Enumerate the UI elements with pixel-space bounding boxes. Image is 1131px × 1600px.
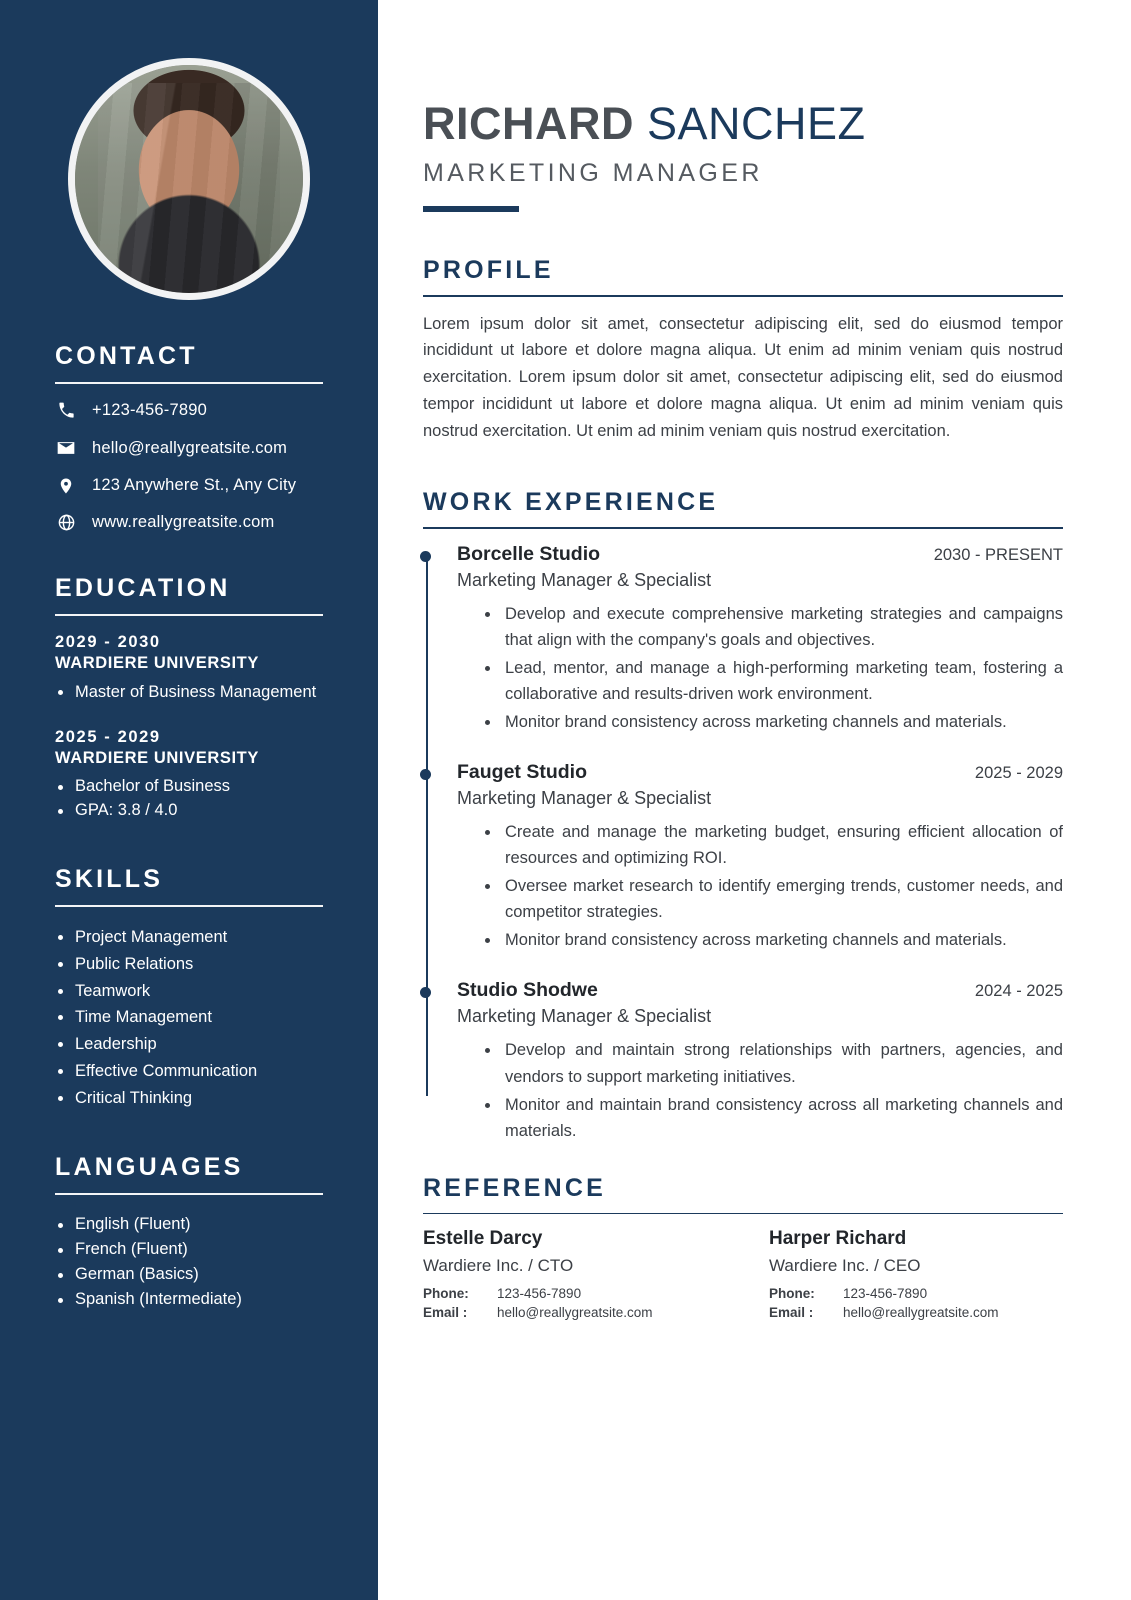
experience-timeline xyxy=(423,543,1063,1144)
globe-icon xyxy=(55,513,77,532)
list-item: Monitor and maintain brand consistency across all marketing channels and materials. xyxy=(481,1092,1063,1144)
timeline-line xyxy=(426,557,428,1096)
contact-phone-value: +123-456-7890 xyxy=(92,401,207,419)
email-value: hello@reallygreatsite.com xyxy=(497,1305,653,1321)
sidebar xyxy=(0,0,378,1600)
languages-list xyxy=(55,1212,323,1311)
profile-section xyxy=(423,256,1063,444)
first-name: RICHARD xyxy=(423,98,634,149)
phone-value: 123-456-7890 xyxy=(497,1286,582,1302)
contact-website[interactable] xyxy=(55,513,323,532)
languages-section xyxy=(55,1153,323,1311)
reference-heading: REFERENCE xyxy=(423,1173,606,1202)
contact-email[interactable] xyxy=(55,438,323,458)
email-label: Email : xyxy=(423,1305,468,1321)
education-school: WARDIERE UNIVERSITY xyxy=(55,748,259,767)
list-item: Create and manage the marketing budget, ensuring efficient allocation of resources and optimizing ROI. xyxy=(481,819,1063,871)
timeline-dot-icon xyxy=(420,769,431,780)
skills-list xyxy=(55,924,323,1111)
job-dates: 2030 - PRESENT xyxy=(933,545,1063,564)
list-item: Leadership xyxy=(55,1031,323,1058)
list-item: French (Fluent) xyxy=(55,1237,323,1262)
profile-divider xyxy=(423,295,1063,297)
list-item: English (Fluent) xyxy=(55,1212,323,1237)
list-item: Effective Communication xyxy=(55,1058,323,1085)
list-item: Monitor brand consistency across marketing channels and materials. xyxy=(481,709,1063,735)
reference-name: Estelle Darcy xyxy=(423,1228,543,1250)
list-item: Time Management xyxy=(55,1004,323,1031)
reference-role: Wardiere Inc. / CTO xyxy=(423,1256,574,1276)
education-years: 2025 - 2029 xyxy=(55,727,161,746)
job-title: Marketing Manager & Specialist xyxy=(457,569,712,590)
company-name: Borcelle Studio xyxy=(457,542,601,565)
contact-address[interactable] xyxy=(55,476,323,495)
avatar xyxy=(68,58,310,300)
experience-heading: WORK EXPERIENCE xyxy=(423,488,719,517)
profile-text: Lorem ipsum dolor sit amet, consectetur adipiscing elit, sed do eiusmod tempor incididunt ut labore et dolore magna aliqua. Ut enim ad minim veniam quis nostrud exercitation. Lorem ipsum dolor sit amet, consectetur adipiscing elit, sed do eiusmod tempor incididunt ut labore et dolore magna aliqua. Ut enim ad minim veniam quis nostrud exercitation. Ut enim ad minim veniam quis nostrud exercitation. xyxy=(423,314,1063,440)
reference-phone xyxy=(423,1286,717,1301)
education-divider xyxy=(55,614,323,616)
reference-name: Harper Richard xyxy=(769,1228,907,1250)
job-title: Marketing Manager & Specialist xyxy=(457,1006,712,1027)
list-item: Develop and maintain strong relationships with partners, agencies, and vendors to support marketing initiatives. xyxy=(481,1037,1063,1089)
email-value: hello@reallygreatsite.com xyxy=(843,1305,999,1321)
profile-photo xyxy=(75,65,303,293)
company-name: Fauget Studio xyxy=(457,761,587,784)
list-item: Bachelor of Business xyxy=(55,774,323,799)
last-name: SANCHEZ xyxy=(647,98,866,149)
header xyxy=(423,100,1063,212)
languages-divider xyxy=(55,1193,323,1195)
job-role: MARKETING MANAGER xyxy=(423,159,763,188)
job-bullets xyxy=(457,819,1063,953)
skills-heading: SKILLS xyxy=(55,865,164,894)
phone-value: 123-456-7890 xyxy=(843,1286,928,1302)
contact-address-value: 123 Anywhere St., Any City xyxy=(92,476,297,494)
list-item: Spanish (Intermediate) xyxy=(55,1287,323,1312)
reference-section xyxy=(423,1174,1063,1325)
reference-card xyxy=(423,1228,717,1324)
experience-item xyxy=(457,979,1063,1143)
contact-heading: CONTACT xyxy=(55,342,198,370)
experience-item xyxy=(457,543,1063,735)
education-details xyxy=(55,679,323,706)
education-details xyxy=(55,774,323,824)
list-item: GPA: 3.8 / 4.0 xyxy=(55,798,323,823)
timeline-dot-icon xyxy=(420,987,431,998)
phone-label: Phone: xyxy=(769,1286,815,1302)
skills-section xyxy=(55,865,323,1111)
list-item: Monitor brand consistency across marketing channels and materials. xyxy=(481,927,1063,953)
education-heading: EDUCATION xyxy=(55,574,231,602)
timeline-dot-icon xyxy=(420,551,431,562)
job-dates: 2024 - 2025 xyxy=(974,982,1063,1001)
location-pin-icon xyxy=(55,477,77,495)
list-item: Teamwork xyxy=(55,978,323,1005)
list-item: Project Management xyxy=(55,924,323,951)
job-title: Marketing Manager & Specialist xyxy=(457,788,712,809)
reference-card xyxy=(769,1228,1063,1324)
skills-divider xyxy=(55,905,323,907)
contact-section xyxy=(55,342,323,532)
list-item: Lead, mentor, and manage a high-performing marketing team, fostering a collaborative and results-driven work environment. xyxy=(481,655,1063,707)
contact-phone[interactable] xyxy=(55,401,323,420)
reference-role: Wardiere Inc. / CEO xyxy=(769,1256,921,1276)
reference-divider xyxy=(423,1213,1063,1215)
phone-icon xyxy=(55,401,77,420)
profile-heading: PROFILE xyxy=(423,256,554,285)
job-dates: 2025 - 2029 xyxy=(974,764,1063,783)
page-title xyxy=(423,100,1063,147)
education-section xyxy=(55,574,323,823)
education-entry xyxy=(55,633,323,706)
experience-divider xyxy=(423,527,1063,529)
reference-email xyxy=(769,1305,1063,1320)
list-item: Master of Business Management xyxy=(55,679,323,706)
job-bullets xyxy=(457,601,1063,735)
contact-website-value: www.reallygreatsite.com xyxy=(92,513,275,531)
envelope-icon xyxy=(55,438,77,458)
experience-section xyxy=(423,488,1063,1143)
list-item: Develop and execute comprehensive marketing strategies and campaigns that align with the company's goals and objectives. xyxy=(481,601,1063,653)
list-item: German (Basics) xyxy=(55,1262,323,1287)
languages-heading: LANGUAGES xyxy=(55,1153,244,1182)
education-entry xyxy=(55,728,323,824)
email-label: Email : xyxy=(769,1305,814,1321)
reference-phone xyxy=(769,1286,1063,1301)
list-item: Oversee market research to identify emerging trends, customer needs, and competitor strategies. xyxy=(481,873,1063,925)
header-accent-bar xyxy=(423,206,519,212)
main-content xyxy=(378,0,1131,1600)
education-school: WARDIERE UNIVERSITY xyxy=(55,654,259,672)
experience-item xyxy=(457,761,1063,953)
job-bullets xyxy=(457,1037,1063,1143)
company-name: Studio Shodwe xyxy=(457,979,598,1002)
contact-email-value: hello@reallygreatsite.com xyxy=(92,438,288,457)
list-item: Public Relations xyxy=(55,951,323,978)
list-item: Critical Thinking xyxy=(55,1085,323,1112)
education-years: 2029 - 2030 xyxy=(55,633,161,651)
phone-label: Phone: xyxy=(423,1286,469,1302)
contact-divider xyxy=(55,382,323,384)
reference-email xyxy=(423,1305,717,1320)
